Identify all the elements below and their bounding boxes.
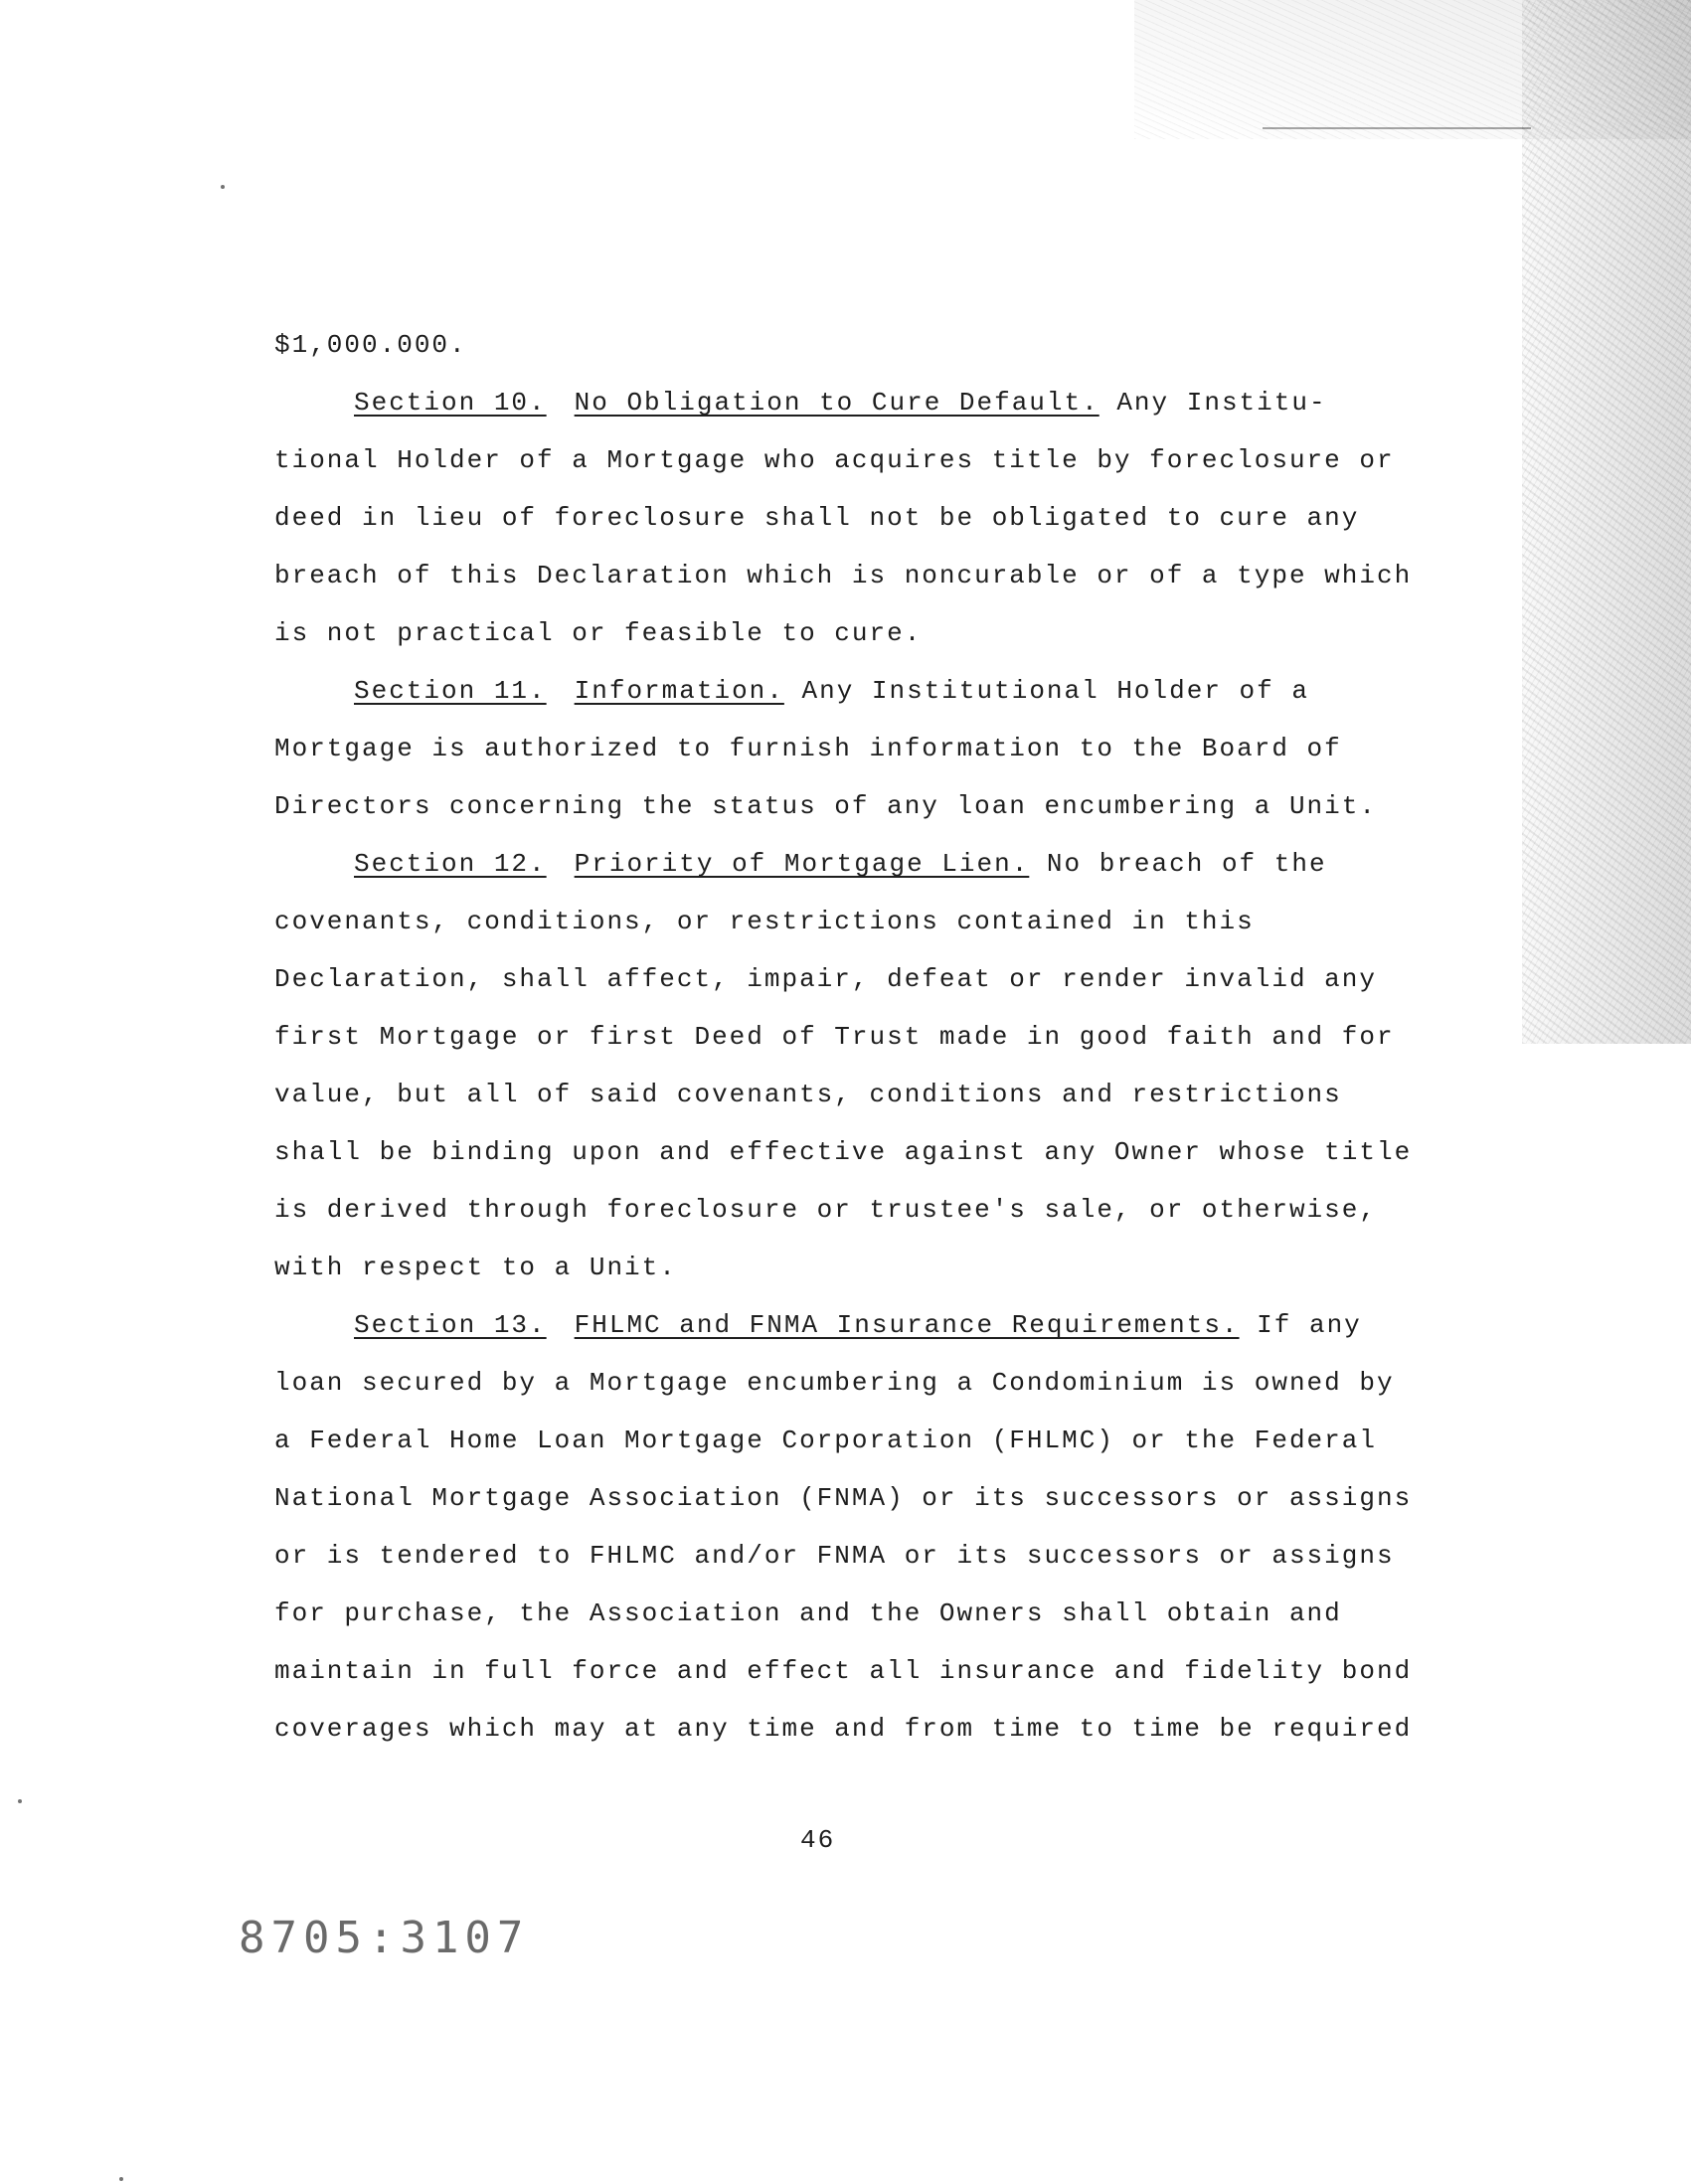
scan-speck xyxy=(18,1799,22,1803)
section-12-line: is derived through foreclosure or trustee's sale, or otherwise, xyxy=(274,1195,1377,1225)
scan-noise-right-edge xyxy=(1522,0,1691,1044)
section-11-line: Mortgage is authorized to furnish information to the Board of xyxy=(274,734,1342,763)
section-12-first-tail: No breach of the xyxy=(1046,849,1327,879)
section-12-heading: Priority of Mortgage Lien. xyxy=(574,849,1030,879)
scan-speck xyxy=(221,185,225,189)
page-number: 46 xyxy=(800,1825,836,1855)
scan-speck xyxy=(119,2177,123,2181)
section-11-first-tail: Any Institutional Holder of a xyxy=(801,676,1309,706)
document-stamp-number: 8705:3107 xyxy=(239,1913,530,1963)
scan-artifact-line xyxy=(1263,127,1531,129)
section-13-line: for purchase, the Association and the Owners shall obtain and xyxy=(274,1598,1342,1628)
section-11-first-line xyxy=(274,662,1418,720)
section-11-number: Section 11. xyxy=(354,676,547,706)
section-13-number: Section 13. xyxy=(354,1310,547,1340)
section-10-line: tional Holder of a Mortgage who acquires title by foreclosure or xyxy=(274,445,1395,475)
section-10-line: is not practical or feasible to cure. xyxy=(274,618,923,648)
section-12-line: with respect to a Unit. xyxy=(274,1253,677,1282)
document-body xyxy=(274,316,1418,1758)
section-10-number: Section 10. xyxy=(354,388,547,418)
section-10-line: deed in lieu of foreclosure shall not be obligated to cure any xyxy=(274,503,1360,533)
section-13-line: National Mortgage Association (FNMA) or its successors or assigns xyxy=(274,1483,1413,1513)
section-12-line: shall be binding upon and effective against any Owner whose title xyxy=(274,1137,1413,1167)
section-10-line: breach of this Declaration which is noncurable or of a type which xyxy=(274,561,1413,590)
section-10-first-tail: Any Institu- xyxy=(1116,388,1327,418)
section-13-line: coverages which may at any time and from time to time be required xyxy=(274,1714,1413,1744)
section-11-line: Directors concerning the status of any loan encumbering a Unit. xyxy=(274,791,1377,821)
section-13-first-line xyxy=(274,1296,1418,1354)
amount-text: $1,000.000. xyxy=(274,330,467,360)
section-12-first-line xyxy=(274,835,1418,893)
section-10-first-line xyxy=(274,374,1418,431)
section-13-line: loan secured by a Mortgage encumbering a Condominium is owned by xyxy=(274,1368,1395,1398)
amount-line xyxy=(274,316,1418,374)
section-12-line: Declaration, shall affect, impair, defeat or render invalid any xyxy=(274,964,1377,994)
section-12-line: value, but all of said covenants, conditions and restrictions xyxy=(274,1080,1342,1109)
section-12-line: covenants, conditions, or restrictions contained in this xyxy=(274,907,1255,936)
section-13-heading: FHLMC and FNMA Insurance Requirements. xyxy=(574,1310,1240,1340)
section-13-line: maintain in full force and effect all insurance and fidelity bond xyxy=(274,1656,1413,1686)
section-13-line: or is tendered to FHLMC and/or FNMA or its successors or assigns xyxy=(274,1541,1395,1571)
section-13-first-tail: If any xyxy=(1257,1310,1362,1340)
section-11-heading: Information. xyxy=(574,676,784,706)
section-13-line: a Federal Home Loan Mortgage Corporation (FHLMC) or the Federal xyxy=(274,1426,1377,1455)
section-10-heading: No Obligation to Cure Default. xyxy=(574,388,1099,418)
section-12-line: first Mortgage or first Deed of Trust made in good faith and for xyxy=(274,1022,1395,1052)
section-12-number: Section 12. xyxy=(354,849,547,879)
